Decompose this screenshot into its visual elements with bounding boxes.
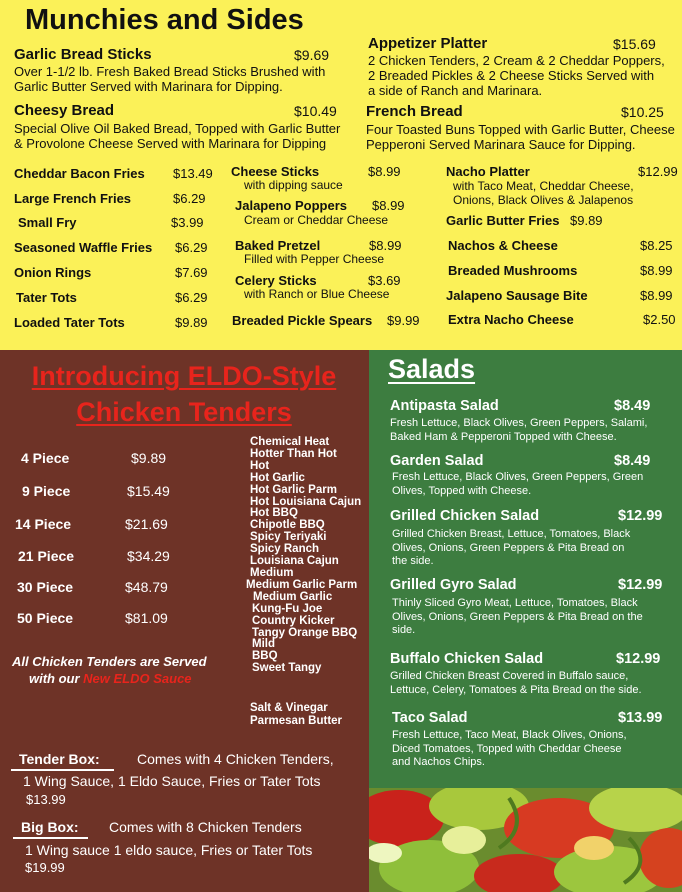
big-box-name: Big Box:	[21, 819, 79, 835]
sauce-item: Tangy Orange BBQ	[252, 626, 358, 639]
salad-name: Taco Salad	[392, 710, 468, 726]
salad-desc-line: Fresh Lettuce, Black Olives, Green Peppers, Green	[392, 471, 644, 483]
side-item-price: $8.99	[368, 164, 401, 179]
sauce-item: Hotter Than Hot	[250, 447, 337, 460]
cheesy-bread-name: Cheesy Bread	[14, 102, 115, 119]
salad-desc	[390, 417, 647, 444]
tenders-note-line2	[29, 671, 192, 686]
salad-desc-line: Fresh Lettuce, Taco Meat, Black Olives, Onions,	[392, 729, 627, 741]
sauce-item: Hot BBQ	[250, 507, 298, 520]
tender-size-price: $81.09	[125, 610, 168, 626]
side-item-subtext: with Ranch or Blue Cheese	[244, 287, 390, 301]
sauce-item: Medium Garlic	[253, 590, 333, 603]
french-bread-price: $10.25	[621, 104, 664, 120]
side-item-name: Tater Tots	[16, 290, 77, 305]
nacho-platter-sub-2: Onions, Black Olives & Jalapenos	[453, 193, 634, 207]
sauce-item: Hot Louisiana Cajun	[250, 495, 362, 508]
cheesy-bread-desc-2: & Provolone Cheese Served with Marinara for Dipping	[14, 136, 327, 151]
side-item-name: Jalapeno Sausage Bite	[446, 288, 588, 303]
tender-size-price: $21.69	[125, 516, 168, 532]
side-item-name: Nachos & Cheese	[448, 238, 558, 253]
sauce-item: Country Kicker	[252, 614, 335, 627]
side-item-price: $9.89	[570, 213, 603, 228]
nacho-platter-sub-1: with Taco Meat, Cheddar Cheese,	[453, 179, 634, 193]
salad-desc-line: Fresh Lettuce, Black Olives, Green Peppers, Salami,	[390, 417, 648, 429]
big-box-price: $19.99	[25, 860, 65, 875]
dry-rub-item: Parmesan Butter	[250, 714, 343, 727]
salad-desc-line: Olives, Topped with Cheese.	[392, 484, 532, 497]
sauce-item: Hot	[250, 459, 270, 472]
salad-name: Grilled Chicken Salad	[390, 508, 540, 524]
sauce-item: Medium Garlic Parm	[246, 578, 358, 591]
appetizer-desc-1: 2 Chicken Tenders, 2 Cream & 2 Cheddar Poppers,	[368, 53, 665, 68]
salad-desc-line: Lettuce, Celery, Tomatoes & Pita Bread on the side.	[390, 683, 642, 696]
salad-desc-line: Grilled Chicken Breast, Lettuce, Tomatoes, Black	[392, 528, 631, 540]
salad-price: $12.99	[618, 508, 663, 524]
side-item-name: Extra Nacho Cheese	[448, 312, 574, 327]
side-item-price: $6.29	[175, 290, 208, 305]
french-bread-desc-2: Pepperoni Served Marinara Sauce for Dipping.	[366, 137, 636, 152]
tender-box-line2: 1 Wing Sauce, 1 Eldo Sauce, Fries or Tater Tots	[23, 773, 321, 789]
tender-box-price: $13.99	[26, 792, 66, 807]
salad-price: $8.49	[614, 453, 651, 469]
appetizer-price: $15.69	[613, 36, 656, 52]
side-item-name: Cheese Sticks	[231, 164, 320, 179]
side-item-name: Jalapeno Poppers	[235, 198, 347, 213]
sauce-item: Sweet Tangy	[252, 662, 322, 675]
side-item-price: $7.69	[175, 265, 208, 280]
side-item-price: $6.29	[173, 191, 206, 206]
salad-desc	[392, 528, 630, 569]
appetizer-desc-2: 2 Breaded Pickles & 2 Cheese Sticks Served with	[368, 68, 655, 83]
tender-size-price: $34.29	[127, 548, 170, 564]
eldo-sauce-highlight: New ELDO Sauce	[83, 671, 192, 686]
salad-name: Grilled Gyro Salad	[390, 577, 517, 593]
appetizer-desc-3: a side of Ranch and Marinara.	[368, 83, 543, 98]
salad-name: Garden Salad	[390, 453, 484, 469]
salad-desc-line: Baked Ham & Pepperoni Topped with Cheese.	[390, 430, 617, 443]
munchies-title: Munchies and Sides	[25, 4, 304, 36]
french-bread-name: French Bread	[366, 103, 463, 120]
cheesy-bread-desc-1: Special Olive Oil Baked Bread, Topped with Garlic Butter	[14, 121, 341, 136]
dry-rub-item: Salt & Vinegar	[250, 702, 328, 714]
tenders-title-2: Chicken Tenders	[76, 397, 292, 427]
side-item-name: Garlic Butter Fries	[446, 213, 560, 228]
side-item-price: $9.99	[387, 313, 420, 328]
side-item-price: $8.99	[640, 288, 673, 303]
side-item-name: Onion Rings	[14, 265, 92, 280]
salad-price: $12.99	[616, 651, 661, 667]
side-item-subtext: with dipping sauce	[244, 178, 343, 192]
sauce-item: Mild	[252, 638, 275, 651]
salads-title: Salads	[388, 354, 476, 384]
side-item-name: Celery Sticks	[235, 273, 317, 288]
side-item-name: Cheddar Bacon Fries	[14, 166, 145, 181]
salad-desc	[390, 670, 642, 697]
salad-name: Buffalo Chicken Salad	[390, 651, 544, 667]
tenders-note: All Chicken Tenders are Served	[12, 654, 207, 669]
salad-desc	[392, 729, 627, 770]
sauce-item: Medium	[250, 566, 294, 579]
tenders-title-1: Introducing ELDO-Style	[31, 361, 337, 391]
tender-size-price: $48.79	[125, 579, 168, 595]
sauce-item: Spicy Ranch	[250, 543, 320, 556]
cheesy-bread-price: $10.49	[294, 103, 337, 119]
appetizer-name: Appetizer Platter	[368, 35, 488, 52]
side-item-name: Breaded Pickle Spears	[232, 313, 373, 328]
tender-size-price: $9.89	[131, 450, 167, 466]
big-box-underline	[13, 837, 88, 839]
salad-desc-line: the side.	[392, 555, 434, 567]
sauce-item: Hot Garlic Parm	[250, 483, 337, 496]
garlic-bread-desc-2: Garlic Butter Served with Marinara for Dipping.	[14, 79, 283, 94]
side-item-price: $8.99	[369, 238, 402, 253]
tender-size-qty: 30 Piece	[17, 579, 74, 595]
side-item-subtext: Filled with Pepper Cheese	[244, 252, 385, 266]
side-item-price: $9.89	[175, 315, 208, 330]
sauce-item: Chemical Heat	[250, 436, 330, 448]
side-item-name: Seasoned Waffle Fries	[14, 240, 153, 255]
tender-size-qty: 9 Piece	[22, 483, 71, 499]
nacho-platter-name: Nacho Platter	[446, 164, 530, 179]
garlic-bread-desc-1: Over 1-1/2 lb. Fresh Baked Bread Sticks Brushed with	[14, 64, 326, 79]
salad-desc-line: and Nachos Chips.	[392, 756, 485, 768]
dry-rub-list	[250, 702, 342, 727]
big-box-desc: Comes with 8 Chicken Tenders	[109, 819, 302, 835]
salad-photo	[369, 788, 682, 892]
salad-illustration	[369, 788, 682, 892]
sauce-item: Hot Garlic	[250, 471, 305, 484]
side-item-subtext: Cream or Cheddar Cheese	[244, 213, 389, 227]
salad-desc-line: side.	[392, 624, 416, 636]
side-item-price: $13.49	[173, 166, 213, 181]
tender-box-name: Tender Box:	[19, 751, 100, 767]
side-item-price: $3.99	[171, 215, 204, 230]
tender-size-qty: 14 Piece	[15, 516, 72, 532]
salad-price: $8.49	[614, 398, 651, 414]
sauce-item: Kung-Fu Joe	[252, 602, 323, 615]
sauce-list	[246, 436, 362, 675]
big-box-line2: 1 Wing sauce 1 eldo sauce, Fries or Tater Tots	[25, 842, 313, 858]
salad-desc-line: Olives, Onions, Green Peppers & Pita Bread on the	[392, 610, 643, 623]
sauce-item: Chipotle BBQ	[250, 519, 325, 532]
tender-size-qty: 50 Piece	[17, 610, 74, 626]
tender-size-qty: 21 Piece	[18, 548, 75, 564]
side-item-price: $2.50	[643, 312, 676, 327]
salad-price: $12.99	[618, 577, 663, 593]
sauce-item: Louisiana Cajun	[250, 555, 339, 568]
side-item-price: $8.99	[640, 263, 673, 278]
side-item-price: $6.29	[175, 240, 208, 255]
tender-size-price: $15.49	[127, 483, 170, 499]
sauce-item: Spicy Teriyaki	[250, 531, 327, 544]
salad-price: $13.99	[618, 710, 663, 726]
side-item-name: Small Fry	[18, 215, 77, 230]
sauce-item: BBQ	[252, 650, 278, 663]
salad-desc-line: Thinly Sliced Gyro Meat, Lettuce, Tomatoes, Black	[392, 597, 638, 609]
salad-desc	[392, 471, 643, 498]
salad-desc-line: Olives, Onions, Green Peppers & Pita Bread on	[392, 541, 625, 554]
side-item-name: Breaded Mushrooms	[448, 263, 578, 278]
side-item-name: Large French Fries	[14, 191, 132, 206]
tender-size-qty: 4 Piece	[21, 450, 70, 466]
tender-box-underline	[11, 769, 114, 771]
nacho-platter-price: $12.99	[638, 164, 678, 179]
tenders-note-prefix: with our	[29, 671, 80, 686]
garlic-bread-name: Garlic Bread Sticks	[14, 46, 152, 63]
side-item-price: $8.99	[372, 198, 405, 213]
side-item-price: $8.25	[640, 238, 673, 253]
side-item-name: Loaded Tater Tots	[14, 315, 125, 330]
french-bread-desc-1: Four Toasted Buns Topped with Garlic Butter, Cheese	[366, 122, 675, 137]
salad-desc-line: Grilled Chicken Breast Covered in Buffalo sauce,	[390, 670, 629, 682]
salad-desc-line: Diced Tomatoes, Topped with Cheddar Cheese	[392, 742, 622, 755]
garlic-bread-price: $9.69	[294, 47, 330, 63]
side-item-name: Baked Pretzel	[235, 238, 321, 253]
salad-desc	[392, 597, 643, 638]
salad-name: Antipasta Salad	[390, 398, 499, 414]
side-item-price: $3.69	[368, 273, 401, 288]
tender-box-desc: Comes with 4 Chicken Tenders,	[137, 751, 334, 767]
